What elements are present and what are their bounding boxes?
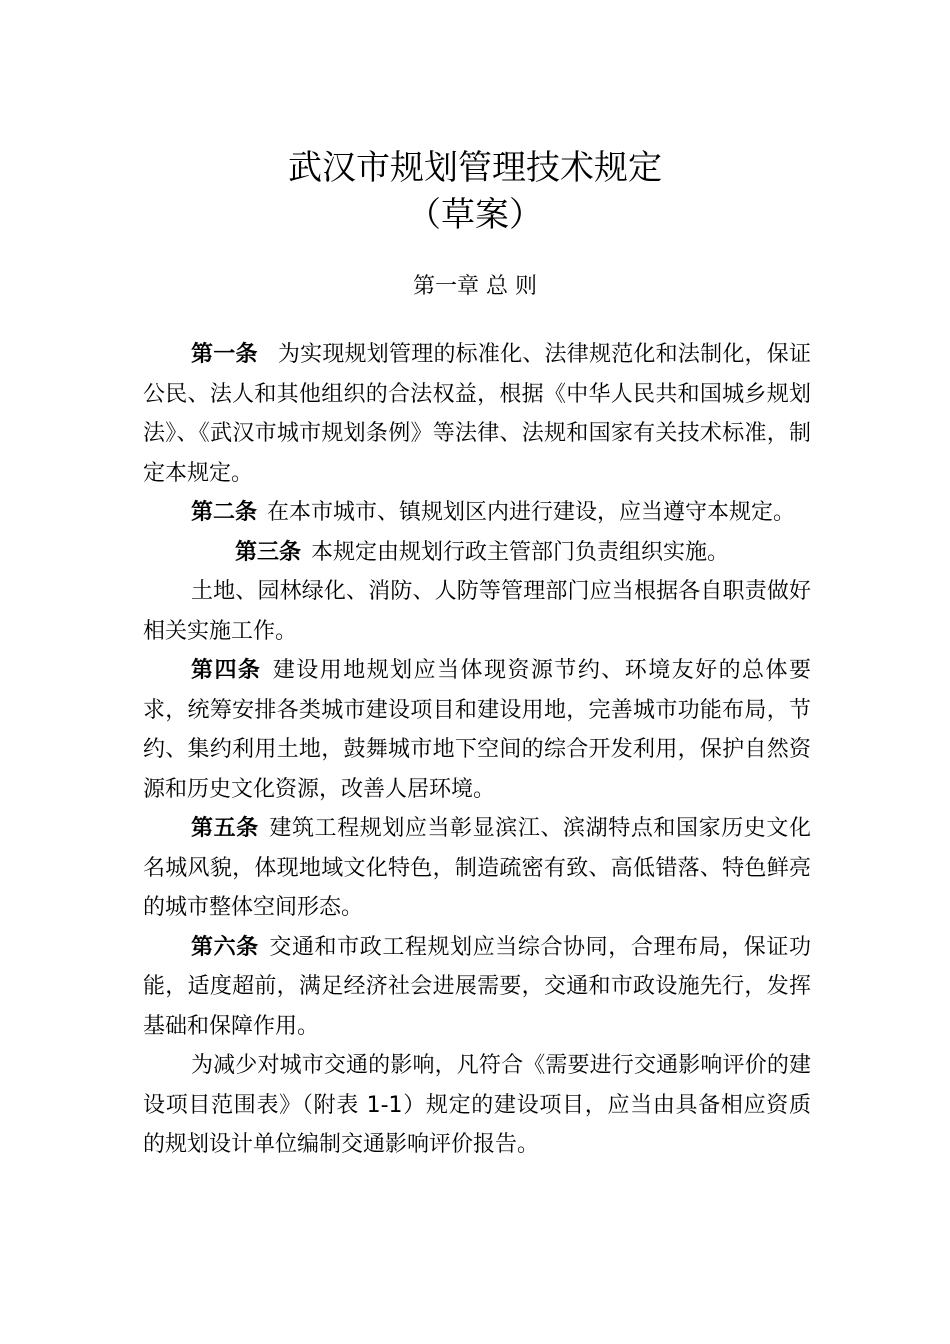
- article-text: 建设用地规划应当体现资源节约、环境友好的总体要求，统筹安排各类城市建设项目和建设用地，完善城市功能布局，节约、集约利用土地，鼓舞城市地下空间的综合开发利用，保护自然资源和历史文化资源，改善人居环境。: [143, 658, 811, 802]
- paragraph-text: 土地、园林绿化、消防、人防等管理部门应当根据各自职责做好相关实施工作。: [143, 579, 811, 644]
- article-number: 第二条: [191, 500, 258, 525]
- article-2: [143, 493, 811, 533]
- article-text: 为实现规划管理的标准化、法律规范化和法制化，保证公民、法人和其他组织的合法权益，根据《中华人民共和国城乡规划法》、《武汉市城市规划条例》等法律、法规和国家有关技术标准，制定本规定。: [143, 342, 811, 486]
- paragraph-text: 为减少对城市交通的影响，凡符合《需要进行交通影响评价的建设项目范围表》（附表 1-1）规定的建设项目，应当由具备相应资质的规划设计单位编制交通影响评价报告。: [143, 1053, 811, 1157]
- article-4: [143, 651, 811, 809]
- article-5: [143, 809, 811, 928]
- document-title: 武汉市规划管理技术规定: [288, 148, 662, 188]
- article-3: [143, 533, 811, 573]
- article-6-paragraph-2: [143, 1046, 811, 1165]
- article-text: 在本市城市、镇规划区内进行建设，应当遵守本规定。: [267, 500, 796, 525]
- article-number: 第一条: [191, 342, 258, 367]
- document-subtitle: （草案）: [407, 195, 543, 235]
- article-1: [143, 335, 811, 493]
- article-3-paragraph-2: [143, 572, 811, 651]
- article-text: 本规定由规划行政主管部门负责组织实施。: [311, 539, 730, 565]
- article-text: 建筑工程规划应当彰显滨江、滨湖特点和国家历史文化名城风貌，体现地域文化特色，制造疏密有致、高低错落、特色鲜亮的城市整体空间形态。: [143, 816, 811, 920]
- article-number: 第三条: [235, 539, 302, 565]
- article-number: 第六条: [191, 934, 259, 960]
- article-number: 第四条: [191, 658, 262, 683]
- article-6: [143, 928, 811, 1047]
- article-text: 交通和市政工程规划应当综合协同，合理布局，保证功能，适度超前，满足经济社会进展需要，交通和市政设施先行，发挥基础和保障作用。: [143, 934, 811, 1039]
- chapter-heading: 第一章 总 则: [413, 274, 537, 299]
- article-number: 第五条: [191, 816, 259, 841]
- document-body: [143, 335, 811, 1165]
